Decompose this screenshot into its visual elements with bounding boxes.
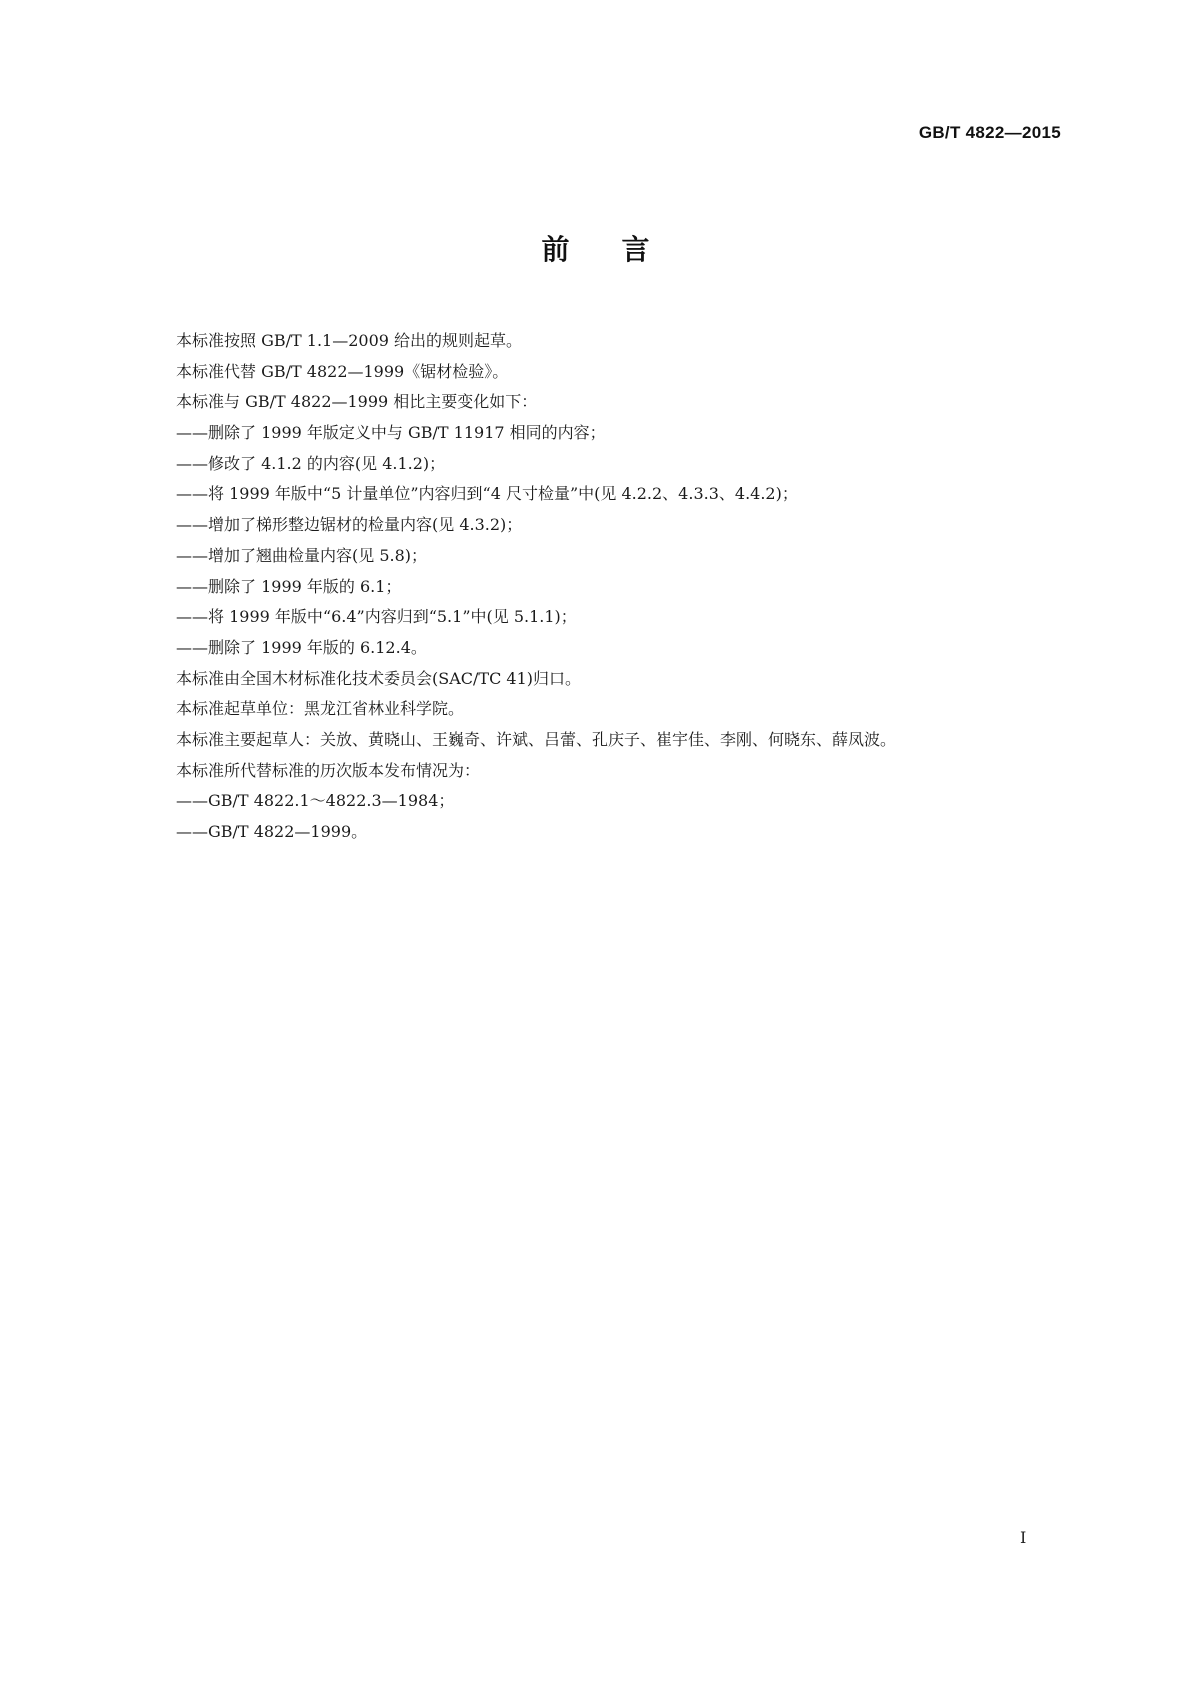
change-item: ——修改了 4.1.2 的内容(见 4.1.2)； — [176, 453, 446, 473]
paragraph-drafters: 本标准主要起草人：关放、黄晓山、王巍奇、许斌、吕蕾、孔庆子、崔宇佳、李刚、何晓东、薛凤波。 — [176, 729, 897, 749]
change-item: ——将 1999 年版中“5 计量单位”内容归到“4 尺寸检量”中(见 4.2.2、4.3.3、4.4.2)； — [176, 484, 798, 504]
change-item: ——增加了梯形整边锯材的检量内容(见 4.3.2)； — [176, 515, 523, 535]
paragraph-drafting-rules: 本标准按照 GB/T 1.1—2009 给出的规则起草。 — [176, 331, 523, 350]
foreword-body — [176, 326, 1056, 848]
page-title: 前言 — [541, 233, 702, 266]
change-item: ——增加了翘曲检量内容(见 5.8)； — [176, 545, 428, 565]
paragraph-drafting-unit: 本标准起草单位：黑龙江省林业科学院。 — [176, 699, 465, 719]
paragraph-main-changes: 本标准与 GB/T 4822—1999 相比主要变化如下： — [176, 392, 538, 412]
page-number: I — [1020, 1528, 1027, 1547]
standard-code: GB/T 4822—2015 — [918, 123, 1061, 142]
paragraph-previous-editions: 本标准所代替标准的历次版本发布情况为： — [176, 760, 481, 780]
change-item: ——将 1999 年版中“6.4”内容归到“5.1”中(见 5.1.1)； — [176, 607, 577, 627]
edition-item: ——GB/T 4822.1～4822.3—1984； — [176, 791, 455, 811]
change-item: ——删除了 1999 年版的 6.1； — [176, 576, 402, 596]
paragraph-committee: 本标准由全国木材标准化技术委员会(SAC/TC 41)归口。 — [176, 668, 581, 688]
change-item: ——删除了 1999 年版定义中与 GB/T 11917 相同的内容； — [176, 423, 606, 443]
paragraph-replaces: 本标准代替 GB/T 4822—1999《锯材检验》。 — [176, 361, 509, 381]
change-item: ——删除了 1999 年版的 6.12.4。 — [176, 637, 427, 657]
edition-item: ——GB/T 4822—1999。 — [176, 822, 368, 841]
